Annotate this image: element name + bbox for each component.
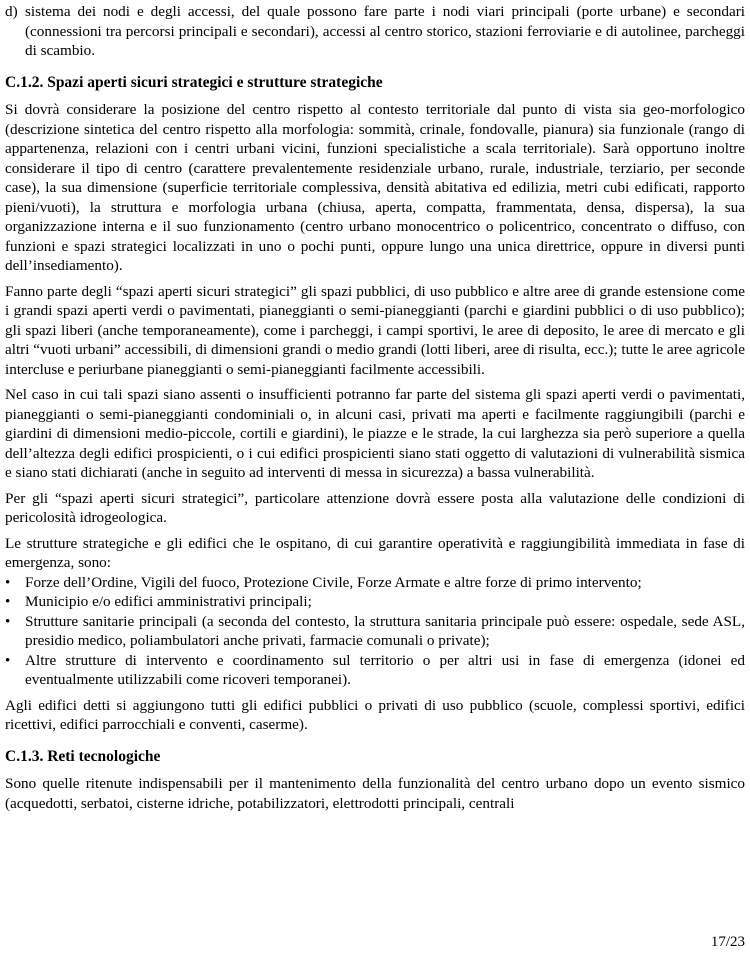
bullet-text: Strutture sanitarie principali (a seconda del contesto, la struttura sanitaria principale può essere: ospedale, sede ASL, presidio medico, poliambulatori anche privati, farmacie comunali o private); [25,612,745,649]
bullet-icon: • [5,593,11,610]
paragraph: Agli edifici detti si aggiungono tutti gli edifici pubblici o privati di uso pubblico (scuole, complessi sportivi, edifici ricettivi, edifici parrocchiali e conventi, caserme). [5,696,745,733]
list-marker: d) [5,3,18,20]
bullet-list [5,573,745,690]
bullet-text: Municipio e/o edifici amministrativi principali; [25,593,312,610]
bullet-item [5,651,745,690]
bullet-item [5,573,745,593]
paragraph: Per gli “spazi aperti sicuri strategici”, particolare attenzione dovrà essere posta alla valutazione delle condizioni di pericolosità idrogeologica. [5,489,745,526]
paragraph: Nel caso in cui tali spazi siano assenti o insufficienti potranno far parte del sistema gli spazi aperti verdi o pavimentati, pianeggianti o semi-pianeggianti condominiali o, in alcuni casi, privati ma aperti e facilmente raggiungibili (parchi e giardini di dimensioni medio-piccole, cortili e giardini), le piazze e le strade, la cui larghezza sia però superiore a quella dell’altezza degli edifici prospicienti, o i cui edifici prospicienti siano stati oggetto di valutazioni di vulnerabilità sismica e siano stati dichiarati (anche in seguito ad interventi di messa in sicurezza) a bassa vulnerabilità. [5,386,745,481]
bullet-icon: • [5,573,11,591]
paragraph: Fanno parte degli “spazi aperti sicuri strategici” gli spazi pubblici, di uso pubblico e altre aree di grande estensione come i grandi spazi aperti verdi o pavimentati, pianeggianti o semi-pianeggianti (parchi e giardini pubblici o di uso pubblico); gli spazi liberi (anche temporaneamente), come i parcheggi, i campi sportivi, le aree di deposito, le aree di mercato e gli altri “vuoti urbani” accessibili, di dimensioni grandi o medio grandi (lotti liberi, aree di risulta, ecc.); tutte le aree agricole intercluse e periurbane pianeggianti o semi-pianeggianti facilmente accessibili. [5,282,745,378]
document-page [5,2,745,819]
bullet-text: Forze dell’Ordine, Vigili del fuoco, Protezione Civile, Forze Armate e altre forze di primo intervento; [25,573,642,591]
bullet-item [5,592,745,612]
bullet-text: Altre strutture di intervento e coordinamento sul territorio o per altri usi in fase di emergenza (idonei ed eventualmente utilizzabili come ricoveri temporanei). [25,651,745,688]
paragraph: Sono quelle ritenute indispensabili per il mantenimento della funzionalità del centro urbano dopo un evento sismico (acquedotti, serbatoi, cisterne idriche, potabilizzatori, elettrodotti principali, centrali [5,775,745,812]
bullet-icon: • [5,651,11,669]
paragraph: Si dovrà considerare la posizione del centro rispetto al contesto territoriale dal punto di vista sia geo-morfologico (descrizione sintetica del centro rispetto alla morfologia: sommità, crinale, fondovalle, pianura) sia funzionale (rango di appartenenza, relazioni con i centri urbani vicini, funzioni specialistiche a scala territoriale). Sarà opportuno inoltre considerare il tipo di centro (carattere prevalentemente residenziale urbano, rurale, industriale, terziario, per seconde case), la sua dimensione (superficie territoriale complessiva, densità abitativa ed edilizia, metri cubi edificati, rapporto pieni/vuoti), la struttura e morfologia urbana (chiusa, aperta, compatta, frammentata, densa, dispersa), la sua organizzazione interna e il suo funzionamento (centro urbano monocentrico o policentrico, concentrato o diffuso, con funzioni e spazi strategici localizzati in uno o pochi punti, oppure lungo una unica direttrice, oppure in diversi punti dell’insediamento). [5,101,745,274]
list-item-d [5,2,745,61]
paragraph: Le strutture strategiche e gli edifici che le ospitano, di cui garantire operatività e raggiungibilità immediata in fase di emergenza, sono: [5,534,745,571]
bullet-icon: • [5,612,11,630]
bullet-item [5,612,745,651]
section-heading-c12: C.1.2. Spazi aperti sicuri strategici e strutture strategiche [5,73,383,91]
section-heading-c13: C.1.3. Reti tecnologiche [5,747,161,765]
list-item-text: sistema dei nodi e degli accessi, del quale possono fare parte i nodi viari principali (porte urbane) e secondari (connessioni tra percorsi principali e secondari), accessi al centro storico, stazioni ferroviarie e di autolinee, parcheggi di scambio. [25,3,745,59]
page-number: 17/23 [710,934,745,950]
